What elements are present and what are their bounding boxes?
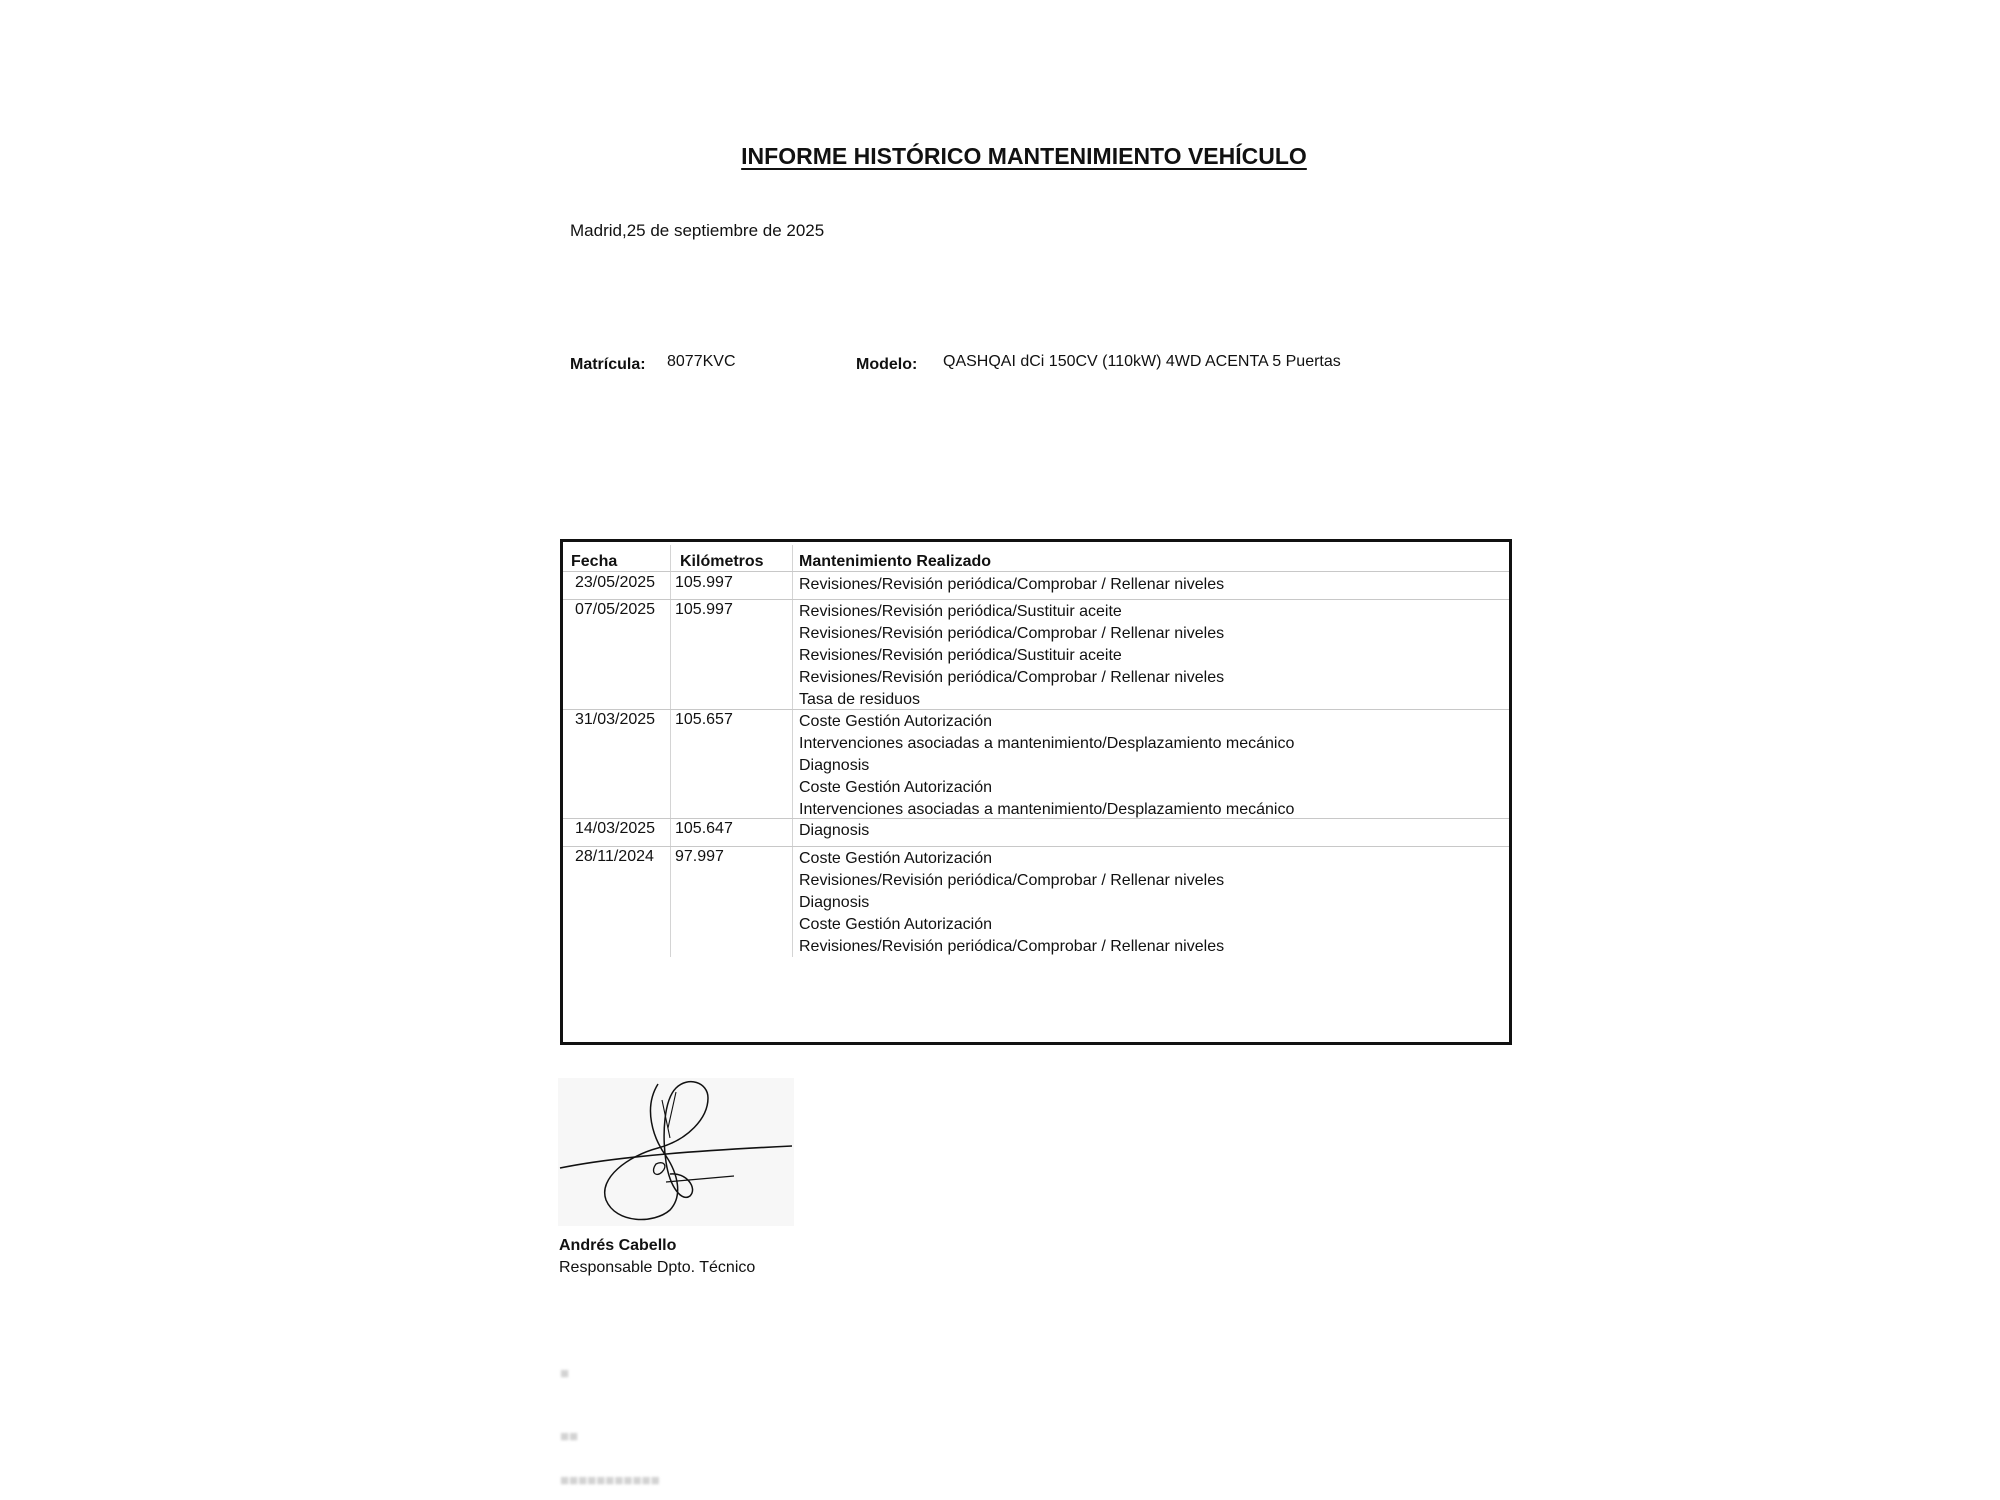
task-line: Revisiones/Revisión periódica/Comprobar / Rellenar niveles — [799, 669, 1225, 686]
plate-label: Matrícula: — [570, 356, 646, 373]
date-line — [570, 221, 824, 241]
row-tasks — [799, 601, 1224, 711]
row-date: 31/03/2025 — [575, 711, 656, 728]
row-tasks — [799, 820, 869, 842]
row-km: 105.997 — [675, 574, 733, 591]
row-date: 23/05/2025 — [575, 574, 656, 591]
task-line: Tasa de residuos — [799, 691, 920, 708]
task-line: Diagnosis — [799, 822, 870, 839]
faded-background-mark: ■■ — [560, 1428, 579, 1445]
row-km: 105.657 — [675, 711, 733, 728]
task-line: Revisiones/Revisión periódica/Sustituir aceite — [799, 603, 1122, 620]
row-tasks — [799, 848, 1224, 958]
row-date: 28/11/2024 — [575, 848, 654, 865]
city: Madrid, — [570, 221, 627, 240]
row-km: 105.647 — [675, 820, 733, 837]
task-line: Revisiones/Revisión periódica/Comprobar / Rellenar niveles — [799, 872, 1225, 889]
row-km: 97.997 — [675, 848, 724, 865]
row-tasks — [799, 574, 1224, 596]
maintenance-table — [560, 539, 1512, 1045]
task-line: Coste Gestión Autorización — [799, 713, 992, 730]
report-date: 25 de septiembre de 2025 — [626, 221, 825, 240]
column-divider — [792, 545, 793, 957]
task-line: Diagnosis — [799, 894, 870, 911]
task-line: Revisiones/Revisión periódica/Comprobar / Rellenar niveles — [799, 938, 1225, 955]
signer-role: Responsable Dpto. Técnico — [559, 1259, 756, 1276]
faded-background-mark: ■■■■■■■■■■■ — [560, 1472, 660, 1489]
column-divider — [670, 545, 671, 957]
page-title: INFORME HISTÓRICO MANTENIMIENTO VEHÍCULO — [741, 143, 1307, 169]
row-tasks — [799, 711, 1294, 821]
task-line: Revisiones/Revisión periódica/Comprobar / Rellenar niveles — [799, 625, 1225, 642]
task-line: Revisiones/Revisión periódica/Sustituir aceite — [799, 647, 1122, 664]
task-line: Diagnosis — [799, 757, 870, 774]
model-value: QASHQAI dCi 150CV (110kW) 4WD ACENTA 5 Puertas — [943, 353, 1341, 370]
row-km: 105.997 — [675, 601, 733, 618]
signature-image — [558, 1078, 794, 1226]
row-date: 07/05/2025 — [575, 601, 656, 618]
header-date: Fecha — [571, 553, 618, 570]
header-maintenance: Mantenimiento Realizado — [799, 553, 992, 570]
model-label: Modelo: — [856, 356, 918, 373]
task-line: Intervenciones asociadas a mantenimiento/Desplazamiento mecánico — [799, 735, 1295, 752]
row-date: 14/03/2025 — [575, 820, 656, 837]
signature-background — [558, 1078, 794, 1226]
header-km: Kilómetros — [680, 553, 764, 570]
task-line: Coste Gestión Autorización — [799, 916, 992, 933]
signer-name: Andrés Cabello — [559, 1237, 677, 1254]
task-line: Revisiones/Revisión periódica/Comprobar / Rellenar niveles — [799, 576, 1225, 593]
task-line: Intervenciones asociadas a mantenimiento/Desplazamiento mecánico — [799, 801, 1295, 818]
faded-background-mark: ■ — [560, 1365, 570, 1382]
task-line: Coste Gestión Autorización — [799, 850, 992, 867]
plate-value: 8077KVC — [667, 353, 736, 370]
task-line: Coste Gestión Autorización — [799, 779, 992, 796]
